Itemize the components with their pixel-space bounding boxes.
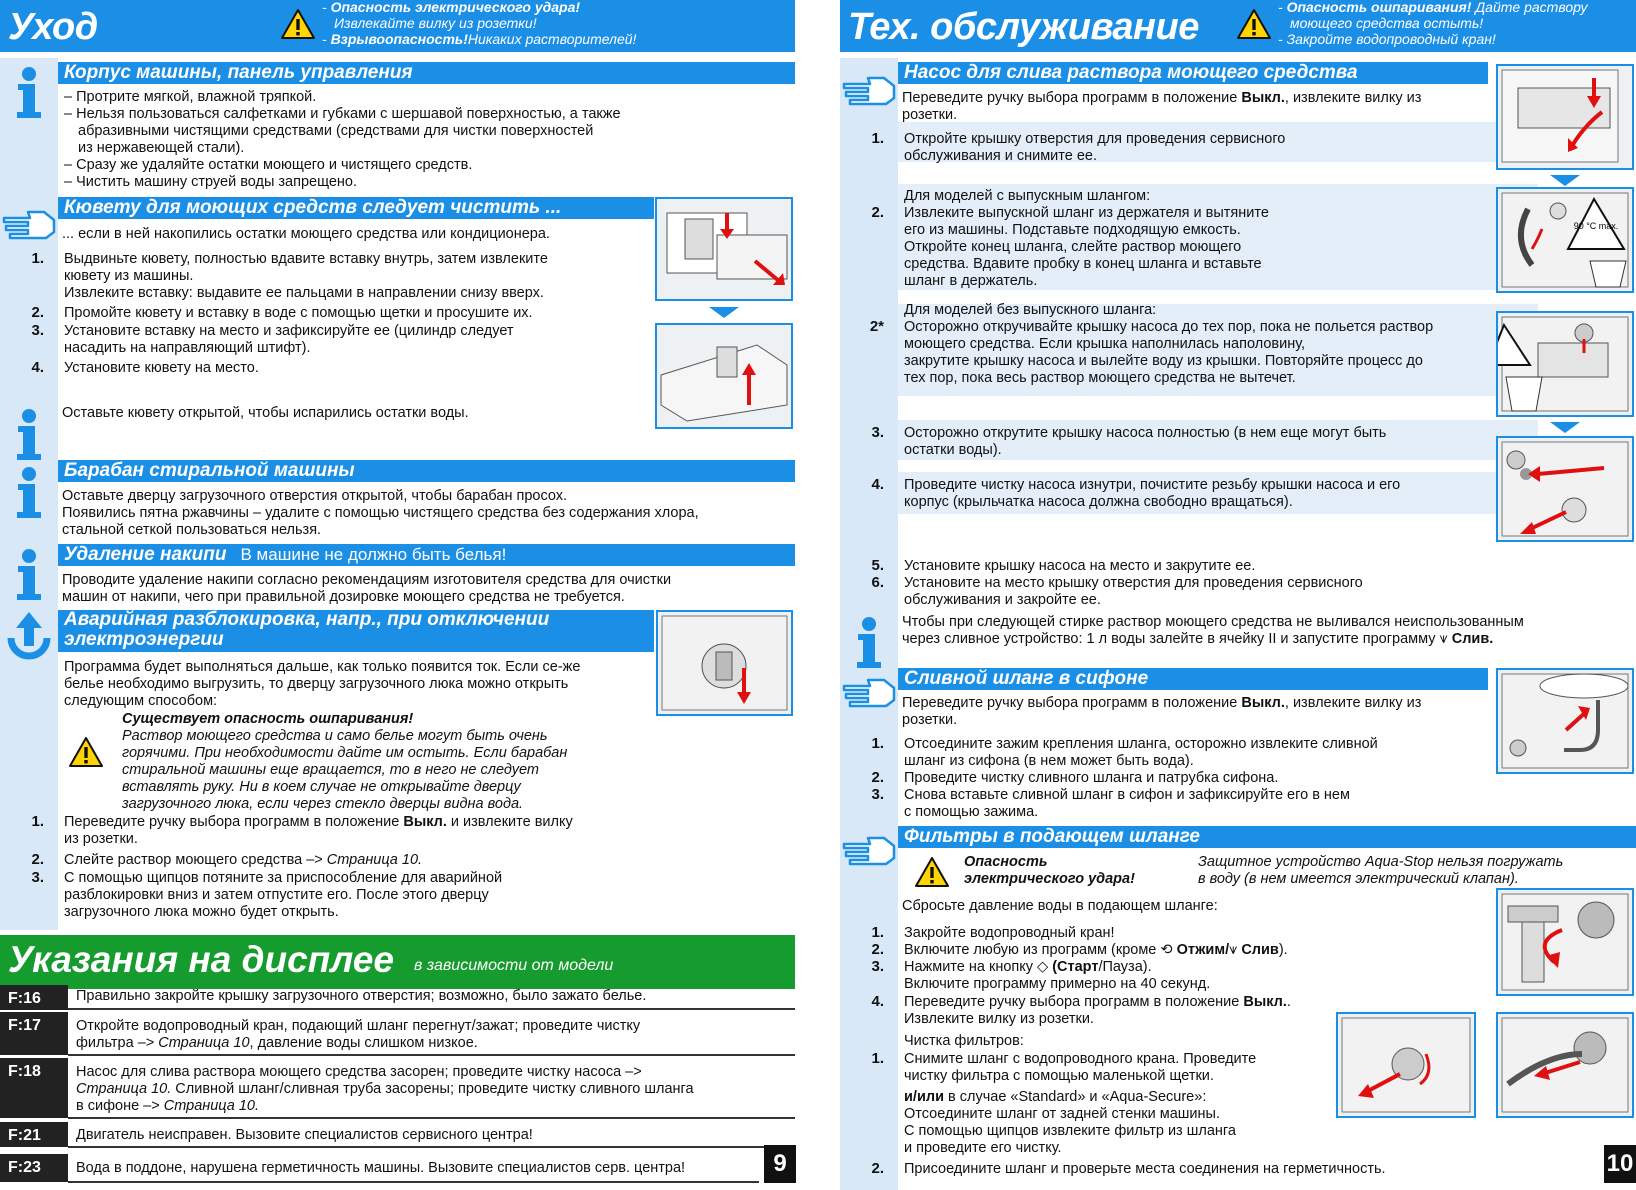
unlock-arrow-icon <box>0 608 58 664</box>
pump-intro: Переведите ручку выбора программ в положение Выкл., извлеките вилку из розетки. <box>902 90 1422 123</box>
siphon-step-1: Отсоедините зажим крепления шланга, осторожно извлеките сливной шланг из сифона (в нем может быть вода). <box>904 736 1378 769</box>
display-subtitle: в зависимости от модели <box>414 957 614 974</box>
step-number: 1. <box>871 1050 884 1067</box>
step-number: 3. <box>871 958 884 975</box>
down-arrow <box>709 307 739 318</box>
step-number: 2. <box>31 851 44 868</box>
pump-step-6: Установите на место крышку отверстия для проведения сервисного обслуживания и закройте ее. <box>904 575 1363 608</box>
error-code: F:16 <box>0 985 68 1010</box>
step-number: 1. <box>871 924 884 941</box>
header-warning: - Опасность ошпаривания! Дайте раствору моющего средства остыть! - Закройте водопроводный кран! <box>1278 0 1588 47</box>
hand-icon <box>840 834 898 870</box>
emergency-intro: Программа будет выполняться дальше, как только появится ток. Если се-же белье необходимо выгрузить, то дверцу загрузочного люка можно открыть следующим способом: <box>64 659 581 709</box>
filter-step-4: Переведите ручку выбора программ в положение Выкл.. Извлеките вилку из розетки. <box>904 994 1291 1027</box>
siphon-step-2: Проведите чистку сливного шланга и патрубка сифона. <box>904 770 1279 786</box>
filter-clean-2: Присоедините шланг и проверьте места соединения на герметичность. <box>904 1161 1386 1177</box>
info-icon <box>840 612 898 672</box>
error-row: Правильно закройте крышку загрузочного отверстия; возможно, было зажато белье. <box>68 985 795 1010</box>
info-icon <box>0 462 58 522</box>
step-number: 2. <box>871 1160 884 1177</box>
drawer-step-3: Установите вставку на место и зафиксируйте ее (цилиндр следует насадить на направляющий штифт). <box>64 323 514 356</box>
step-number: 3. <box>871 424 884 441</box>
pump-step-3: Осторожно открутите крышку насоса полностью (в нем еще могут быть остатки воды). <box>904 425 1387 458</box>
pump-clean-illustration <box>1496 436 1634 542</box>
drawer-illustration <box>655 197 793 301</box>
hand-icon <box>840 676 898 712</box>
svg-text:90 °C max.: 90 °C max. <box>1573 221 1619 231</box>
spin-symbol-icon: ⟲ <box>1160 942 1177 958</box>
reset-pressure: Сбросьте давление воды в подающем шланге: <box>902 898 1218 914</box>
filter-clean-title: Чистка фильтров: <box>904 1033 1024 1049</box>
pump-step-5: Установите крышку насоса на место и закрутите ее. <box>904 558 1256 574</box>
drawer-step-4: Установите кювету на место. <box>64 360 259 376</box>
display-title: Указания на дисплее <box>8 939 394 980</box>
section-header-filters: Фильтры в подающем шланге <box>898 826 1636 848</box>
filter-step-3: Нажмите на кнопку ◇ (Старт/Пауза). Включите программу примерно на 40 секунд. <box>904 959 1211 992</box>
step-number: 3. <box>871 786 884 803</box>
drawer-step-1: Выдвиньте кювету, полностью вдавите вставку внутрь, затем извлеките кювету из машины. Извлеките вставку: выдавите ее пальцами в направлении снизу вверх. <box>64 251 548 301</box>
machine-filter-illustration <box>1336 1012 1476 1118</box>
page-title: Уход <box>8 6 98 48</box>
error-code: F:17 <box>0 1012 68 1055</box>
step-number: 2* <box>869 318 884 335</box>
section-header-siphon: Сливной шланг в сифоне <box>898 668 1488 690</box>
emergency-step-1: Переведите ручку выбора программ в положение Выкл. и извлеките вилку из розетки. <box>64 814 573 847</box>
emergency-step-3: С помощью щипцов потяните за приспособление для аварийной разблокировки вниз и затем отпустите его. После этого дверцу загрузочного люка можно будет открыть. <box>64 870 503 920</box>
display-header <box>0 935 795 989</box>
pump-step-2: Для моделей с выпускным шлангом: Извлеките выпускной шланг из держателя и вытяните его из машины. Подставьте подходящую емкость. Откройте конец шланга, слейте раствор моющего средства. Вдавите пробку в конец шланга и вставьте шланг в держатель. <box>904 188 1269 289</box>
step-number: 6. <box>871 574 884 591</box>
step-number: 2. <box>871 941 884 958</box>
error-row: Вода в поддоне, нарушена герметичность машины. Вызовите специалистов серв. центра! <box>68 1154 759 1183</box>
error-row: Насос для слива раствора моющего средства засорен; проведите чистку насоса –> Страница 10. Сливной шланг/сливная труба засорены; проведите чистку сливного шланга в сифоне –> Страница 10. <box>68 1058 795 1119</box>
section-header-pump: Насос для слива раствора моющего средства <box>898 62 1488 84</box>
page-title: Тех. обслуживание <box>848 6 1199 48</box>
info-icon <box>0 62 58 122</box>
step-number: 2. <box>871 204 884 221</box>
step-number: 4. <box>871 993 884 1010</box>
error-code: F:21 <box>0 1122 68 1147</box>
warning-icon <box>914 856 950 888</box>
step-number: 3. <box>31 869 44 886</box>
step-number: 2. <box>31 304 44 321</box>
right-page <box>840 0 1636 1190</box>
section-header-drum: Барабан стиральной машины <box>58 460 795 482</box>
start-pause-icon: ◇ <box>1037 959 1053 975</box>
error-code: F:23 <box>0 1154 68 1182</box>
step-number: 4. <box>871 476 884 493</box>
step-number: 1. <box>31 813 44 830</box>
emergency-illustration <box>656 610 793 716</box>
siphon-illustration <box>1496 668 1634 774</box>
step-number: 1. <box>871 735 884 752</box>
maintenance-header <box>840 0 1636 52</box>
pump-info: Чтобы при следующей стирке раствор моющего средства не выливался неиспользованным через сливное устройство: 1 л воды залейте в ячейку II и запустите программу ⩛ Слив. <box>902 614 1524 647</box>
insert-illustration <box>655 323 793 429</box>
page-number: 10 <box>1604 1145 1636 1183</box>
drawer-intro: ... если в ней накопились остатки моющего средства или кондиционера. <box>62 226 550 242</box>
warning-icon <box>280 8 316 40</box>
emergency-step-2: Слейте раствор моющего средства –> Страница 10. <box>64 852 423 868</box>
step-number: 4. <box>31 359 44 376</box>
scald-warning: Существует опасность ошпаривания! Раствор моющего средства и само белье могут быть очень горячими. При необходимости дайте им остыть. Если барабан стиральной машины еще вращается, то в него не следует вставлять руку. Ни в коем случае не открывайте дверцу загрузочного люка, если через стекло дверцы видна вода. <box>122 711 568 812</box>
hand-icon <box>0 208 58 244</box>
service-flap-illustration <box>1496 64 1634 170</box>
step-number: 1. <box>31 250 44 267</box>
info-icon <box>0 404 58 464</box>
hose-filter-illustration <box>1496 1012 1634 1118</box>
header-warning: - Опасность электрического удара! Извлекайте вилку из розетки! - Взрывоопасность!Никаких растворителей! <box>322 0 637 47</box>
hand-icon <box>840 74 898 110</box>
pump-cap-illustration <box>1496 311 1634 417</box>
pump-step-4: Проведите чистку насоса изнутри, почистите резьбу крышки насоса и его корпус (крыльчатка насоса должна свободно вращаться). <box>904 477 1401 510</box>
pump-step-2-alt: Для моделей без выпускного шланга: Осторожно откручивайте крышку насоса до тех пор, пока не польется раствор моющего средства. Если крышка наполнилась наполовину, закрутите крышку насоса и вылейте воду из крышки. Повторяйте процесс до тех пор, пока весь раствор моющего средства не вытечет. <box>904 302 1434 386</box>
left-page <box>0 0 795 1190</box>
page-number: 9 <box>764 1145 796 1183</box>
down-arrow <box>1550 175 1580 186</box>
down-arrow <box>1550 422 1580 433</box>
section-header-housing: Корпус машины, панель управления <box>58 62 795 84</box>
step-number: 1. <box>871 130 884 147</box>
step-number: 2. <box>871 769 884 786</box>
section-header-drawer: Кювету для моющих средств следует чистить ... <box>58 197 654 219</box>
info-icon <box>0 544 58 604</box>
error-row: Двигатель неисправен. Вызовите специалистов сервисного центра! <box>68 1122 795 1148</box>
error-code: F:18 <box>0 1058 68 1118</box>
drum-text: Оставьте дверцу загрузочного отверстия открытой, чтобы барабан просох. Появились пятна ржавчины – удалите с помощью чистящего средства без содержания хлора, стальной сеткой пользоваться нельзя. <box>62 488 699 538</box>
siphon-step-3: Снова вставьте сливной шланг в сифон и зафиксируйте его в нем с помощью зажима. <box>904 787 1350 820</box>
pump-step-1: Откройте крышку отверстия для проведения сервисного обслуживания и снимите ее. <box>904 131 1286 164</box>
aqua-stop-note: Защитное устройство Aqua-Stop нельзя погружать в воду (в нем имеется электрический клапан). <box>1198 854 1564 887</box>
drain-symbol-icon: ⩛ <box>1229 942 1238 958</box>
tap-filter-illustration <box>1496 888 1634 996</box>
siphon-intro: Переведите ручку выбора программ в положение Выкл., извлеките вилку из розетки. <box>902 695 1422 728</box>
step-number: 3. <box>31 322 44 339</box>
drain-hose-illustration <box>1496 187 1634 293</box>
warning-icon <box>1236 8 1272 40</box>
drain-symbol-icon: ⩛ <box>1439 631 1452 647</box>
drawer-step-2: Промойте кювету и вставку в воде с помощью щетки и просушите их. <box>64 305 533 321</box>
care-header <box>0 0 795 52</box>
step-number: 5. <box>871 557 884 574</box>
housing-text: – Протрите мягкой, влажной тряпкой. – Нельзя пользоваться салфетками и губками с шершавой поверхностью, а также абразивными чистящими средствами (средствами для чистки поверхностей из нержавеющей стали). – Сразу же удаляйте остатки моющего и чистящего средств. – Чистить машину струей воды запрещено. <box>64 89 621 190</box>
filter-clean-1: Снимите шланг с водопроводного крана. Проведите чистку фильтра с помощью маленькой щетки. и/или в случае «Standard» и «Aqua-Secure»: Отсоедините шланг от задней стенки машины. С помощью щипцов извлеките фильтр из шланга и проведите его чистку. <box>904 1051 1257 1156</box>
warning-icon <box>68 736 104 768</box>
filter-step-2: Включите любую из программ (кроме ⟲ Отжим/⩛ Слив). <box>904 942 1288 958</box>
drawer-info: Оставьте кювету открытой, чтобы испарились остатки воды. <box>62 405 469 421</box>
error-row: Откройте водопроводный кран, подающий шланг перегнут/зажат; проведите чистку фильтра –> Страница 10, давление воды слишком низкое. <box>68 1012 795 1056</box>
descaling-text: Проводите удаление накипи согласно рекомендациям изготовителя средства для очистки машин от накипи, чего при правильной дозировке моющего средства не требуется. <box>62 572 672 605</box>
section-header-descaling: Удаление накипи В машине не должно быть белья! <box>58 544 795 566</box>
section-header-emergency: Аварийная разблокировка, напр., при отключении электроэнергии <box>58 610 654 652</box>
filter-step-1: Закройте водопроводный кран! <box>904 925 1115 941</box>
shock-warning: Опасность электрического удара! <box>964 854 1135 887</box>
